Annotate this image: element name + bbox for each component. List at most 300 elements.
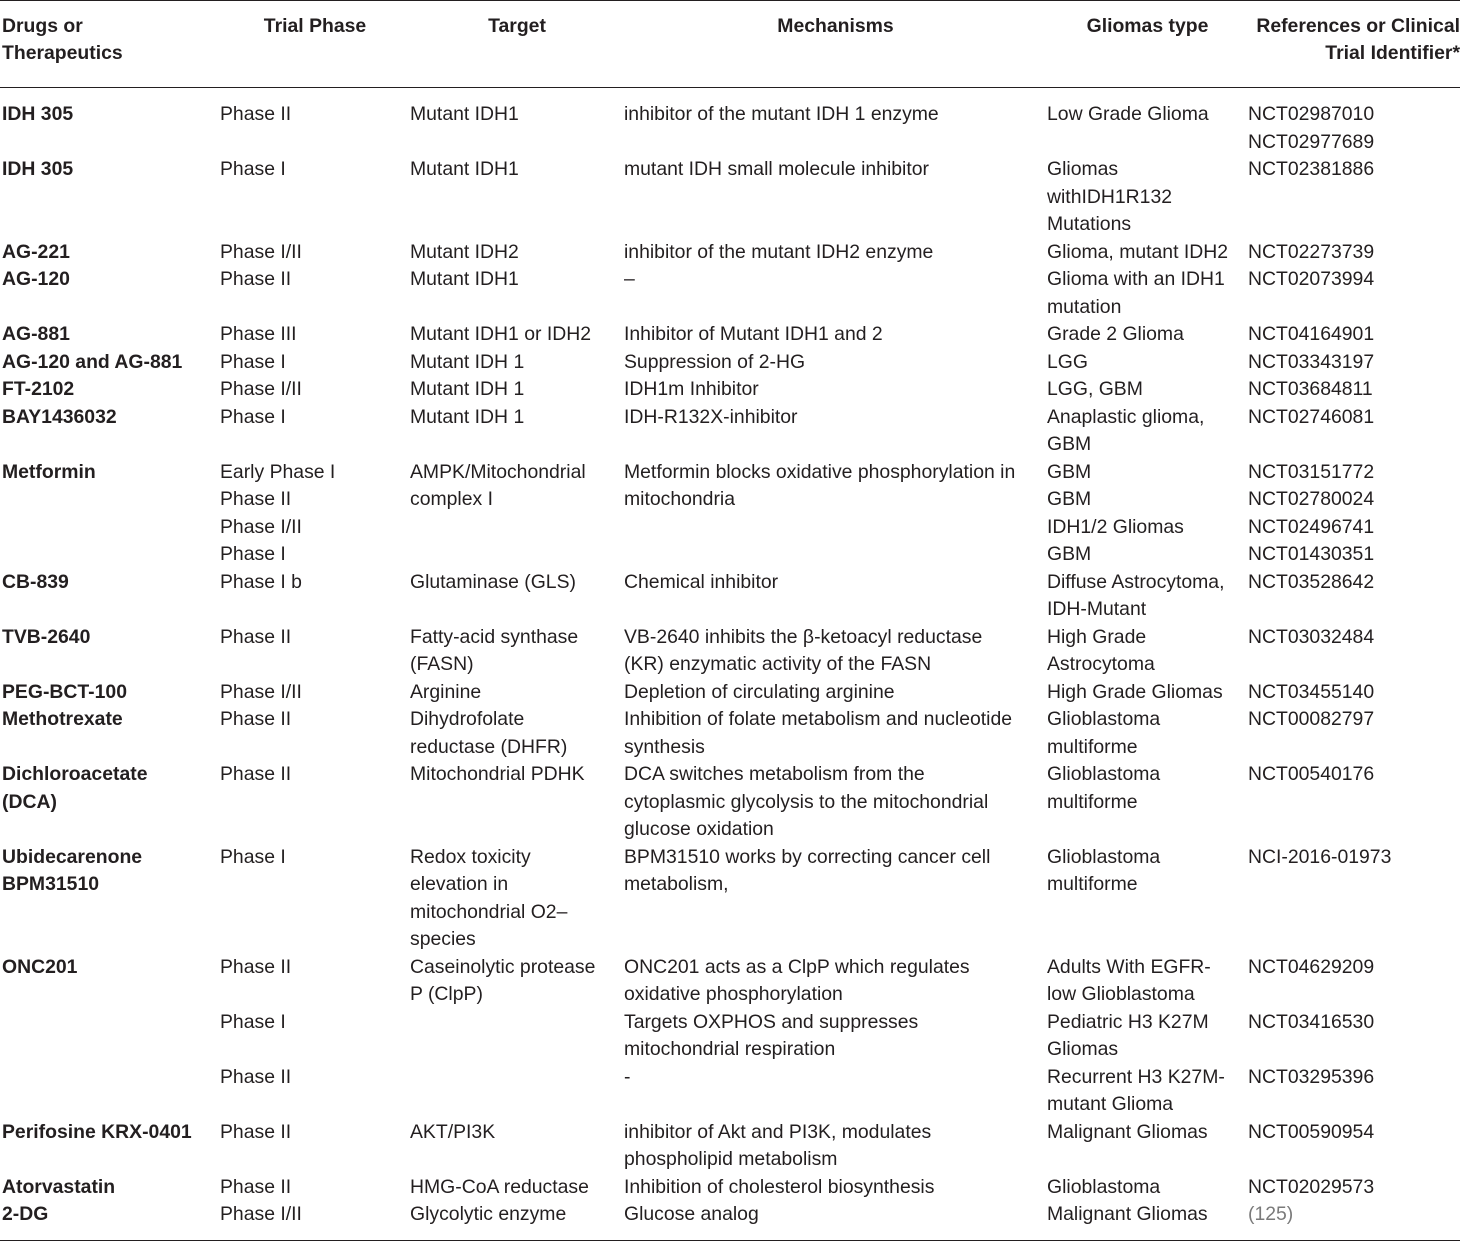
cell-mechanism (624, 1119, 1047, 1174)
header-references: References or Clinical Trial Identifier* (1256, 15, 1460, 64)
cell-glioma-type-text: Mutations (1047, 213, 1132, 235)
cell-glioma-type-text: multiforme (1047, 735, 1138, 758)
cell-reference (1248, 1009, 1460, 1064)
cell-glioma-type (1047, 679, 1248, 707)
cell-reference (1248, 1174, 1460, 1202)
cell-glioma-type-text: LGG (1047, 350, 1088, 373)
cell-mechanism (624, 349, 1047, 377)
cell-trial-phase (220, 266, 410, 321)
cell-glioma-type (1047, 1119, 1248, 1174)
cell-target (410, 1009, 624, 1064)
table-row (0, 1119, 1460, 1174)
cell-glioma-type-text: GBM (1047, 543, 1092, 565)
cell-reference-text: NCT03151772 (1248, 460, 1375, 483)
cell-reference-text: NCT02273739 (1248, 240, 1375, 263)
cell-glioma-type (1047, 376, 1248, 404)
header-mechanisms: Mechanisms (777, 15, 894, 37)
cell-mechanism-text: IDH1m Inhibitor (624, 378, 759, 400)
table-row (0, 1009, 1460, 1064)
cell-reference-text: NCT01430351 (1248, 543, 1375, 565)
cell-mechanism-text: synthesis (624, 735, 705, 758)
cell-drug (0, 1119, 220, 1174)
cell-trial-phase (220, 1201, 410, 1240)
cell-target-text: Mutant IDH1 (410, 103, 519, 125)
cell-reference (1248, 376, 1460, 404)
cell-trial-phase-text: Phase II (220, 1065, 292, 1088)
cell-drug (0, 349, 220, 377)
cell-mechanism (624, 569, 1047, 624)
cell-glioma-type (1047, 844, 1248, 954)
cell-drug (0, 266, 220, 321)
cell-target-text: Glutaminase (GLS) (410, 570, 576, 593)
cell-drug-text: Methotrexate (2, 708, 123, 730)
cell-trial-phase (220, 1009, 410, 1064)
cell-reference (1248, 954, 1460, 1009)
cell-target-text: Mutant IDH1 (410, 158, 519, 180)
cell-target-text: species (410, 928, 476, 950)
cell-mechanism-text: Targets OXPHOS and suppresses (624, 1010, 919, 1033)
cell-reference-text: NCT02381886 (1248, 158, 1375, 180)
cell-glioma-type (1047, 88, 1248, 157)
cell-mechanism-text: metabolism, (624, 873, 729, 895)
cell-mechanism (624, 706, 1047, 761)
cell-mechanism-text: Chemical inhibitor (624, 570, 779, 593)
cell-trial-phase (220, 761, 410, 844)
cell-drug-text: Ubidecarenone (2, 845, 143, 868)
cell-drug (0, 706, 220, 761)
cell-mechanism (624, 1201, 1047, 1240)
cell-target (410, 954, 624, 1009)
cell-glioma-type-text: low Glioblastoma (1047, 983, 1195, 1005)
cell-reference (1248, 239, 1460, 267)
citation-link[interactable]: (125) (1248, 1203, 1294, 1225)
cell-mechanism-text: mitochondria (624, 488, 736, 510)
cell-drug (0, 761, 220, 844)
table-row (0, 321, 1460, 349)
table-row (0, 88, 1460, 157)
cell-mechanism (624, 266, 1047, 321)
cell-trial-phase-text: Phase II (220, 1175, 292, 1198)
cell-trial-phase-text: Phase I (220, 845, 286, 868)
cell-drug (0, 459, 220, 569)
cell-target-text: Mutant IDH 1 (410, 405, 525, 428)
cell-glioma-type-text: Astrocytoma (1047, 653, 1155, 675)
cell-reference (1248, 321, 1460, 349)
cell-reference (1248, 349, 1460, 377)
cell-trial-phase (220, 679, 410, 707)
cell-target-text: Mutant IDH2 (410, 240, 519, 263)
cell-glioma-type-text: Adults With EGFR- (1047, 955, 1211, 978)
cell-target (410, 1119, 624, 1174)
cell-target-text: Mutant IDH 1 (410, 350, 525, 373)
cell-target-text: AKT/PI3K (410, 1120, 496, 1143)
cell-reference-text: NCT02987010 (1248, 103, 1375, 125)
cell-mechanism-text: Metformin blocks oxidative phosphorylation in (624, 460, 1016, 483)
cell-target-text: AMPK/Mitochondrial (410, 460, 586, 483)
cell-drug (0, 156, 220, 239)
cell-trial-phase (220, 569, 410, 624)
cell-drug-text: FT-2102 (2, 378, 75, 400)
cell-mechanism (624, 88, 1047, 157)
cell-reference (1248, 1201, 1460, 1240)
cell-glioma-type (1047, 624, 1248, 679)
cell-mechanism (624, 844, 1047, 954)
cell-target-text: Glycolytic enzyme (410, 1203, 567, 1225)
cell-mechanism-text: IDH-R132X-inhibitor (624, 405, 798, 428)
cell-glioma-type (1047, 1174, 1248, 1202)
cell-reference-text: NCT03416530 (1248, 1010, 1375, 1033)
table-row (0, 569, 1460, 624)
cell-mechanism-text: cytoplasmic glycolysis to the mitochondrial (624, 790, 989, 813)
cell-reference (1248, 761, 1460, 844)
cell-glioma-type-text: GBM (1047, 460, 1092, 483)
table-row (0, 706, 1460, 761)
cell-glioma-type-text: Glioma, mutant IDH2 (1047, 240, 1229, 263)
cell-glioma-type-text: Glioblastoma (1047, 1175, 1161, 1198)
cell-reference-text: NCT02073994 (1248, 268, 1375, 290)
table-row (0, 679, 1460, 707)
cell-glioma-type (1047, 761, 1248, 844)
table-row (0, 156, 1460, 239)
cell-trial-phase (220, 954, 410, 1009)
cell-mechanism (624, 1064, 1047, 1119)
cell-target (410, 266, 624, 321)
header-trial-phase: Trial Phase (263, 15, 367, 37)
cell-mechanism (624, 404, 1047, 459)
cell-target-text: P (ClpP) (410, 983, 483, 1005)
cell-target (410, 156, 624, 239)
cell-mechanism-text: – (624, 268, 635, 290)
cell-target (410, 404, 624, 459)
cell-mechanism-text: oxidative phosphorylation (624, 983, 843, 1005)
cell-mechanism (624, 156, 1047, 239)
cell-trial-phase-text: Phase I (220, 158, 286, 180)
cell-glioma-type-text: mutation (1047, 295, 1122, 318)
cell-drug (0, 1201, 220, 1240)
cell-mechanism-text: inhibitor of the mutant IDH2 enzyme (624, 240, 934, 263)
cell-reference (1248, 88, 1460, 157)
cell-reference-text: NCT04164901 (1248, 323, 1375, 345)
cell-glioma-type-text: Glioblastoma (1047, 763, 1161, 785)
cell-glioma-type-text: Recurrent H3 K27M- (1047, 1065, 1225, 1088)
cell-trial-phase-text: Phase I (220, 350, 286, 373)
cell-target (410, 88, 624, 157)
cell-glioma-type-text: IDH-Mutant (1047, 598, 1147, 620)
cell-glioma-type (1047, 349, 1248, 377)
cell-target-text: HMG-CoA reductase (410, 1175, 589, 1198)
cell-mechanism (624, 679, 1047, 707)
cell-trial-phase (220, 321, 410, 349)
cell-drug-text: AG-120 and AG-881 (2, 350, 183, 373)
cell-trial-phase-text: Phase II (220, 268, 292, 290)
cell-trial-phase-text: Phase II (220, 763, 292, 785)
cell-drug-text: Atorvastatin (2, 1175, 116, 1198)
cell-glioma-type-text: Malignant Gliomas (1047, 1203, 1208, 1225)
cell-target-text: Mutant IDH1 (410, 268, 519, 290)
cell-mechanism-text: mitochondrial respiration (624, 1038, 836, 1060)
cell-trial-phase-text: Phase I/II (220, 240, 302, 263)
cell-reference-text: NCT00590954 (1248, 1120, 1375, 1143)
cell-mechanism (624, 761, 1047, 844)
table-row (0, 349, 1460, 377)
table-row (0, 239, 1460, 267)
cell-trial-phase (220, 844, 410, 954)
cell-glioma-type-text: Glioma with an IDH1 (1047, 268, 1225, 290)
cell-drug (0, 679, 220, 707)
cell-mechanism-text: inhibitor of the mutant IDH 1 enzyme (624, 103, 939, 125)
cell-mechanism (624, 459, 1047, 569)
cell-drug-text: IDH 305 (2, 158, 74, 180)
cell-reference-text: NCT03684811 (1248, 378, 1373, 400)
table-row (0, 761, 1460, 844)
cell-glioma-type-text: GBM (1047, 433, 1092, 455)
cell-glioma-type (1047, 156, 1248, 239)
cell-glioma-type-text: High Grade (1047, 625, 1147, 648)
cell-mechanism (624, 1174, 1047, 1202)
cell-drug-text: IDH 305 (2, 103, 74, 125)
cell-glioma-type (1047, 1009, 1248, 1064)
table-row (0, 1064, 1460, 1119)
cell-target-text: mitochondrial O2– (410, 900, 568, 923)
cell-reference-text: NCT02496741 (1248, 515, 1375, 538)
cell-trial-phase-text: Phase I/II (220, 1203, 302, 1225)
cell-target (410, 349, 624, 377)
cell-target-text: Caseinolytic protease (410, 955, 596, 978)
cell-target-text: reductase (DHFR) (410, 735, 568, 758)
cell-mechanism-text: Depletion of circulating arginine (624, 680, 895, 703)
cell-reference-text: NCT03528642 (1248, 570, 1375, 593)
cell-reference (1248, 404, 1460, 459)
cell-mechanism (624, 624, 1047, 679)
cell-mechanism (624, 321, 1047, 349)
header-drugs: Drugs or Therapeutics (2, 15, 123, 64)
cell-trial-phase (220, 624, 410, 679)
cell-mechanism-text: VB-2640 inhibits the β-ketoacyl reductase (624, 625, 983, 648)
cell-target (410, 679, 624, 707)
cell-drug-text: TVB-2640 (2, 625, 91, 648)
cell-drug-text: BPM31510 (2, 873, 100, 895)
cell-reference-text: NCI-2016-01973 (1248, 845, 1392, 868)
cell-reference (1248, 459, 1460, 569)
cell-reference-text: NCT02977689 (1248, 130, 1375, 153)
cell-glioma-type-text: IDH1/2 Gliomas (1047, 515, 1184, 538)
cell-mechanism-text: Inhibitor of Mutant IDH1 and 2 (624, 323, 883, 345)
cell-target (410, 1174, 624, 1202)
cell-trial-phase-text: Phase II (220, 625, 292, 648)
cell-drug (0, 1064, 220, 1119)
cell-mechanism-text: Glucose analog (624, 1203, 759, 1225)
cell-drug (0, 954, 220, 1009)
cell-glioma-type-text: Anaplastic glioma, (1047, 405, 1205, 428)
cell-trial-phase-text: Phase II (220, 103, 292, 125)
cell-target-text: Dihydrofolate (410, 708, 525, 730)
cell-glioma-type (1047, 321, 1248, 349)
table-row (0, 459, 1460, 569)
cell-glioma-type (1047, 459, 1248, 569)
cell-mechanism-text: DCA switches metabolism from the (624, 763, 925, 785)
cell-target (410, 569, 624, 624)
table-body (0, 88, 1460, 1241)
cell-drug-text: Perifosine KRX-0401 (2, 1120, 192, 1143)
cell-glioma-type-text: Low Grade Glioma (1047, 103, 1209, 125)
cell-mechanism-text: phospholipid metabolism (624, 1148, 838, 1170)
cell-glioma-type-text: Diffuse Astrocytoma, (1047, 570, 1225, 593)
cell-trial-phase (220, 404, 410, 459)
header-target: Target (488, 15, 546, 37)
cell-mechanism-text: (KR) enzymatic activity of the FASN (624, 653, 932, 675)
table-row (0, 954, 1460, 1009)
cell-drug-text: CB-839 (2, 570, 69, 593)
cell-mechanism-text: Suppression of 2-HG (624, 350, 806, 373)
cell-trial-phase (220, 1174, 410, 1202)
header-row (0, 1, 1460, 88)
cell-target (410, 459, 624, 569)
header-gliomas-type: Gliomas type (1086, 15, 1209, 37)
cell-trial-phase-text: Phase III (220, 323, 297, 345)
cell-glioma-type (1047, 569, 1248, 624)
cell-glioma-type-text: Glioblastoma (1047, 708, 1161, 730)
cell-trial-phase (220, 376, 410, 404)
cell-drug-text: ONC201 (2, 955, 78, 978)
cell-target (410, 706, 624, 761)
cell-trial-phase-text: Phase I (220, 405, 286, 428)
cell-target (410, 1201, 624, 1240)
cell-target (410, 624, 624, 679)
cell-drug (0, 239, 220, 267)
cell-target-text: Mutant IDH 1 (410, 378, 525, 400)
cell-trial-phase (220, 88, 410, 157)
cell-mechanism (624, 239, 1047, 267)
cell-trial-phase (220, 349, 410, 377)
cell-glioma-type-text: Glioblastoma (1047, 845, 1161, 868)
cell-drug (0, 88, 220, 157)
cell-glioma-type (1047, 239, 1248, 267)
cell-reference-text: NCT03032484 (1248, 625, 1375, 648)
cell-reference (1248, 706, 1460, 761)
cell-mechanism-text: mutant IDH small molecule inhibitor (624, 158, 929, 180)
cell-mechanism-text: Inhibition of folate metabolism and nucleotide (624, 708, 1013, 730)
cell-target-text: Fatty-acid synthase (410, 625, 579, 648)
cell-glioma-type (1047, 954, 1248, 1009)
cell-trial-phase-text: Phase I (220, 543, 286, 565)
cell-glioma-type (1047, 1064, 1248, 1119)
cell-drug (0, 569, 220, 624)
cell-mechanism-text: BPM31510 works by correcting cancer cell (624, 845, 991, 868)
cell-drug-text: Metformin (2, 460, 96, 483)
cell-drug (0, 321, 220, 349)
table-row (0, 844, 1460, 954)
cell-glioma-type (1047, 706, 1248, 761)
cell-trial-phase-text: Phase II (220, 708, 292, 730)
cell-trial-phase-text: Phase II (220, 488, 292, 510)
table-row (0, 404, 1460, 459)
cell-reference (1248, 156, 1460, 239)
cell-trial-phase (220, 459, 410, 569)
table-row (0, 1201, 1460, 1240)
cell-reference-text: NCT03455140 (1248, 680, 1375, 703)
cell-glioma-type-text: withIDH1R132 (1047, 185, 1173, 208)
cell-mechanism (624, 376, 1047, 404)
cell-drug-text: AG-120 (2, 268, 70, 290)
cell-trial-phase-text: Phase II (220, 1120, 292, 1143)
cell-trial-phase-text: Phase I b (220, 570, 302, 593)
cell-mechanism (624, 954, 1047, 1009)
cell-drug-text: AG-221 (2, 240, 70, 263)
cell-glioma-type-text: LGG, GBM (1047, 378, 1143, 400)
cell-trial-phase-text: Phase II (220, 955, 292, 978)
cell-target (410, 321, 624, 349)
cell-mechanism-text: ONC201 acts as a ClpP which regulates (624, 955, 970, 978)
cell-trial-phase-text: Phase I (220, 1010, 286, 1033)
cell-mechanism-text: glucose oxidation (624, 818, 774, 840)
cell-glioma-type (1047, 266, 1248, 321)
cell-drug-text: AG-881 (2, 323, 70, 345)
cell-reference-text: NCT02780024 (1248, 488, 1375, 510)
cell-drug-text: (DCA) (2, 790, 57, 813)
cell-drug (0, 376, 220, 404)
cell-trial-phase-text: Early Phase I (220, 460, 336, 483)
cell-reference-text: NCT00082797 (1248, 708, 1375, 730)
cell-glioma-type (1047, 404, 1248, 459)
cell-glioma-type-text: Malignant Gliomas (1047, 1120, 1208, 1143)
cell-glioma-type (1047, 1201, 1248, 1240)
cell-mechanism-text: - (624, 1065, 631, 1088)
cell-target-text: Arginine (410, 680, 482, 703)
cell-trial-phase-text: Phase I/II (220, 515, 302, 538)
cell-drug (0, 844, 220, 954)
table-row (0, 624, 1460, 679)
cell-target (410, 239, 624, 267)
table-row (0, 1174, 1460, 1202)
cell-glioma-type-text: multiforme (1047, 790, 1138, 813)
cell-target-text: Mitochondrial PDHK (410, 763, 585, 785)
cell-reference-text: NCT04629209 (1248, 955, 1375, 978)
cell-drug (0, 404, 220, 459)
cell-target-text: (FASN) (410, 653, 474, 675)
cell-reference (1248, 624, 1460, 679)
cell-glioma-type-text: Pediatric H3 K27M (1047, 1010, 1209, 1033)
cell-drug-text: 2-DG (2, 1203, 49, 1225)
cell-glioma-type-text: Gliomas (1047, 1038, 1119, 1060)
cell-drug (0, 1174, 220, 1202)
cell-trial-phase-text: Phase I/II (220, 378, 302, 400)
cell-target-text: Redox toxicity (410, 845, 531, 868)
cell-target-text: Mutant IDH1 or IDH2 (410, 323, 592, 345)
cell-target (410, 761, 624, 844)
cell-reference (1248, 569, 1460, 624)
cell-target (410, 844, 624, 954)
cell-mechanism-text: inhibitor of Akt and PI3K, modulates (624, 1120, 932, 1143)
table-row (0, 376, 1460, 404)
cell-trial-phase-text: Phase I/II (220, 680, 302, 703)
cell-reference (1248, 679, 1460, 707)
cell-reference-text: NCT02746081 (1248, 405, 1375, 428)
cell-trial-phase (220, 706, 410, 761)
cell-target (410, 1064, 624, 1119)
cell-glioma-type-text: mutant Glioma (1047, 1093, 1174, 1115)
cell-target-text: elevation in (410, 873, 509, 895)
cell-reference (1248, 844, 1460, 954)
cell-mechanism-text: Inhibition of cholesterol biosynthesis (624, 1175, 935, 1198)
cell-trial-phase (220, 239, 410, 267)
cell-reference (1248, 1064, 1460, 1119)
cell-glioma-type-text: GBM (1047, 488, 1092, 510)
cell-trial-phase (220, 1064, 410, 1119)
cell-drug-text: BAY1436032 (2, 405, 117, 428)
cell-trial-phase (220, 1119, 410, 1174)
cell-drug (0, 1009, 220, 1064)
cell-reference-text: NCT03295396 (1248, 1065, 1375, 1088)
